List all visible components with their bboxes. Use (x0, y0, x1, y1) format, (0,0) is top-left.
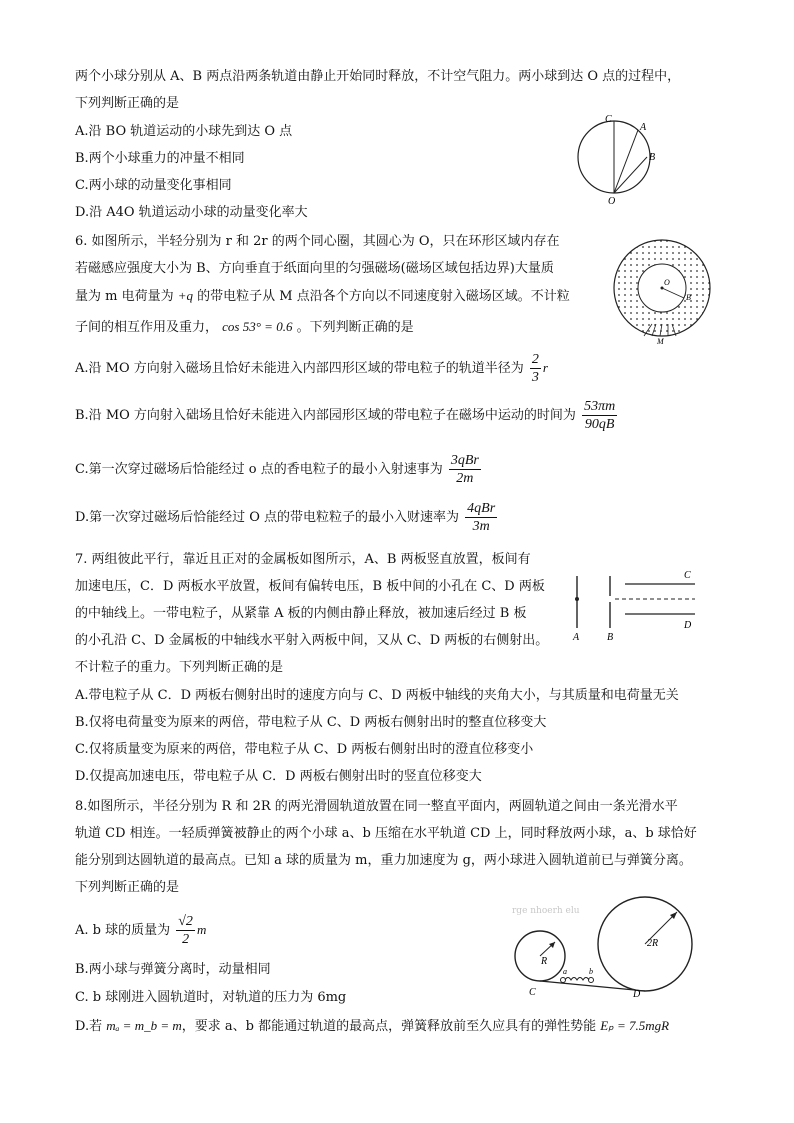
q6-cos-value: cos 53° = 0.6 (222, 319, 293, 334)
q6-option-b-num: 53πm (584, 399, 616, 414)
q5-label-o: O (608, 196, 616, 207)
q6-line3-a: 量为 m 电荷量为 (75, 289, 174, 304)
q8-label-a: a (563, 967, 567, 976)
q6-label-o: O (664, 278, 670, 287)
q6-option-a-text: A.沿 MO 方向射入磁场且恰好未能进入内部四形区域的带电粒子的轨道半径为 (75, 361, 524, 376)
q7-plates-figure (560, 556, 710, 646)
q8-line1: 8.如图所示，半径分别为 R 和 2R 的两光滑圆轨道放置在同一整直平面内，两圆轨道之间由一条光滑水平 (75, 799, 678, 814)
q8-option-b: B.两小球与弹簧分离时，动量相同 (75, 962, 271, 977)
q7-line4: 的小孔沿 C、D 金属板的中轴线水平射入两板中间，又从 C、D 两板的右侧射出。 (75, 633, 549, 648)
q7-option-c: C.仅将质量变为原来的两倍，带电粒子从 C、D 两板右侧射出时的澄直位移变小 (75, 742, 534, 757)
q5-option-b: B.两个小球重力的冲量不相同 (75, 151, 245, 166)
q6-option-a-den: 3 (531, 370, 539, 385)
q5-option-a: A.沿 BO 轨道运动的小球先到达 O 点 (75, 124, 293, 139)
q7-option-a: A.带电粒子从 C．D 两板右侧射出时的速度方向与 C、D 两板中轴线的夹角大小，与其质量和电荷量无关 (75, 688, 679, 703)
q8-faded-background-text: rge nhoerh elu (512, 906, 580, 916)
q5-option-d: D.沿 A4O 轨道运动小球的动量变化率大 (75, 205, 308, 220)
q8-label-d: D (633, 989, 641, 998)
q8-option-a-den: 2 (182, 932, 190, 947)
q7-option-d: D.仅提高加速电压，带电粒子从 C．D 两板右侧射出时的竖直位移变大 (75, 769, 482, 784)
q8-circular-tracks-figure (505, 896, 705, 998)
q7-label-c: C (684, 570, 691, 581)
q8-option-a-tail: m (196, 922, 207, 937)
q5-label-c: C (605, 114, 612, 125)
q6-option-b (75, 398, 619, 434)
q5-circle-track-figure (574, 112, 674, 207)
q6-line3 (75, 287, 570, 306)
q6-line4 (75, 318, 414, 337)
q8-option-a-num: √2 (178, 914, 193, 929)
q6-line4-a: 子间的相互作用及重力， (75, 320, 219, 335)
q5-stem-line1: 两个小球分别从 A、B 两点沿两条轨道由静止开始同时释放，不计空气阻力。两小球到达 O 点的过程中， (75, 69, 681, 84)
q6-magnetic-ring-figure (604, 238, 724, 346)
q8-label-c: C (529, 987, 536, 998)
q6-option-a (75, 350, 548, 387)
q6-option-d-text: D.第一次穿过磁场后恰能经过 O 点的带电粒粒子的最小入财速率为 (75, 510, 460, 525)
q7-label-a: A (573, 632, 580, 643)
q8-label-r: R (541, 956, 548, 967)
q7-line3: 的中轴线上。一带电粒子，从紧靠 A 板的内侧由静止释放，被加速后经过 B 板 (75, 606, 527, 621)
q8-option-a-text: A. b 球的质量为 (75, 923, 171, 938)
q7-line5: 不计粒子的重力。下列判断正确的是 (75, 660, 284, 675)
q6-option-d-den: 3m (472, 519, 490, 534)
q6-option-c (75, 452, 483, 488)
q8-option-d-eq: mₐ = m_b = m (106, 1018, 182, 1033)
q6-option-d (75, 500, 499, 536)
q6-option-a-tail: r (542, 360, 548, 375)
q6-option-c-den: 2m (456, 471, 474, 486)
q6-option-c-num: 3qBr (450, 453, 479, 468)
q5-option-c: C.两小球的动量变化事相同 (75, 178, 232, 193)
q7-line2: 加速电压，C．D 两板水平放置，板间有偏转电压，B 板中间的小孔在 C、D 两板 (75, 579, 545, 594)
q6-line4-b: 。下列判断正确的是 (296, 320, 414, 335)
q6-charge: +q (177, 288, 194, 303)
q6-option-d-num: 4qBr (467, 501, 496, 516)
q6-line2: 若磁感应强度大小为 B、方向垂直于纸面向里的匀强磁场(磁场区域包括边界)大量质 (75, 261, 554, 276)
q8-option-d-mid: ，要求 a、b 都能通过轨道的最高点，弹簧释放前至久应具有的弹性势能 (181, 1019, 597, 1034)
q7-label-b: B (607, 632, 614, 643)
q6-option-a-num: 2 (531, 352, 539, 367)
q7-line1: 7. 两组彼此平行，靠近且正对的金属板如图所示，A、B 两板竖直放置，板间有 (75, 552, 531, 567)
q5-stem-line2: 下列判断正确的是 (75, 96, 180, 111)
q5-label-b: B (649, 152, 656, 163)
q6-label-b: B (686, 293, 691, 302)
q8-option-a (75, 910, 206, 951)
q6-line1: 6. 如图所示，半轻分别为 r 和 2r 的两个同心圈，其圆心为 O，只在环形区域内存在 (75, 234, 560, 249)
q6-line3-b: 的带电粒子从 M 点沿各个方向以不同速度射入磁场区域。不计粒 (197, 289, 570, 304)
q6-label-m: M (657, 337, 664, 346)
q7-label-d: D (684, 620, 692, 631)
q8-option-d-ep: Eₚ = 7.5mgR (600, 1018, 670, 1033)
q5-label-a: A (640, 122, 647, 133)
q8-line2: 轨道 CD 相连。一轻质弹簧被静止的两个小球 a、b 压缩在水平轨道 CD 上，同时释放两小球，a、b 球恰好 (75, 826, 697, 841)
q8-label-2r: 2R (647, 938, 659, 949)
q6-option-b-den: 90qB (584, 417, 615, 432)
q8-line3: 能分别到达圆轨道的最高点。已知 a 球的质量为 m，重力加速度为 g，两小球进入圆轨道前已与弹簧分离。 (75, 853, 692, 868)
q6-option-b-text: B.沿 MO 方向射入础场且恰好未能进入内部园形区域的带电粒子在磁场中运动的时间为 (75, 408, 576, 423)
q8-option-d-text: D.若 (75, 1019, 103, 1034)
q7-option-b: B.仅将电荷量变为原来的两倍，带电粒子从 C、D 两板右侧射出时的整直位移变大 (75, 715, 547, 730)
q8-line4: 下列判断正确的是 (75, 880, 180, 895)
q8-label-b: b (589, 967, 593, 976)
q6-option-c-text: C.第一次穿过磁场后恰能经过 o 点的香电粒子的最小入射速事为 (75, 462, 443, 477)
q8-option-c: C. b 球刚进入圆轨道时，对轨道的压力为 6mg (75, 990, 347, 1005)
q8-option-d (75, 1017, 669, 1036)
